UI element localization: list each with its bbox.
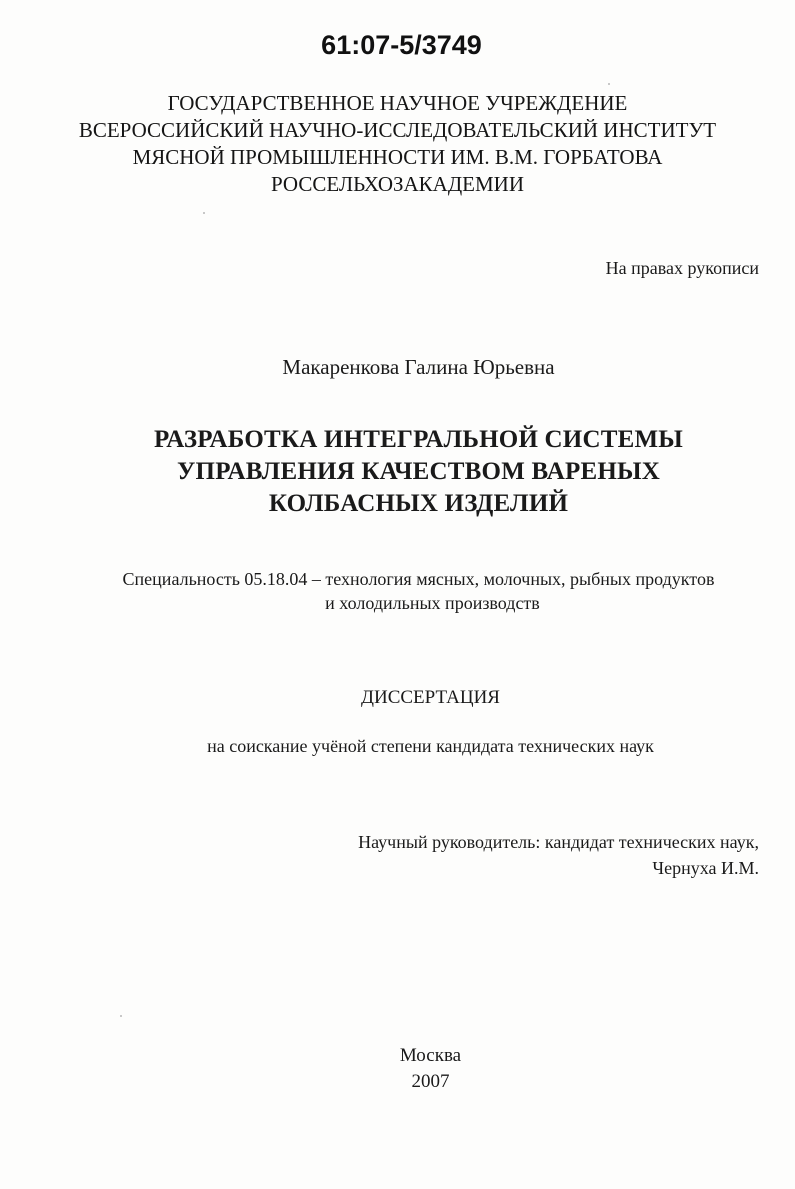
supervisor-name: Чернуха И.М. <box>652 858 759 878</box>
year: 2007 <box>411 1071 450 1092</box>
author-name: Макаренкова Галина Юрьевна <box>282 355 555 379</box>
institution-line: ГОСУДАРСТВЕННОЕ НАУЧНОЕ УЧРЕЖДЕНИЕ <box>167 91 628 115</box>
city-year-block <box>0 1043 795 1095</box>
dissertation-title <box>0 424 795 520</box>
scan-speck <box>203 212 205 214</box>
institution-line: РОССЕЛЬХОЗАКАДЕМИИ <box>271 172 524 196</box>
scan-speck <box>120 1015 122 1017</box>
title-line: РАЗРАБОТКА ИНТЕГРАЛЬНОЙ СИСТЕМЫ <box>153 426 683 453</box>
institution-line: МЯСНОЙ ПРОМЫШЛЕННОСТИ ИМ. В.М. ГОРБАТОВА <box>132 145 663 169</box>
degree-statement: на соискание учёной степени кандидата технических наук <box>207 736 654 756</box>
specialty-line: Специальность 05.18.04 – технология мясных, молочных, рыбных продуктов <box>122 569 715 589</box>
specialty-line: и холодильных производств <box>325 593 540 613</box>
supervisor-block <box>358 829 759 881</box>
title-line: КОЛБАСНЫХ ИЗДЕЛИЙ <box>268 490 569 517</box>
institution-block <box>0 90 795 198</box>
archive-stamp: 61:07-5/3749 <box>321 30 482 60</box>
city: Москва <box>399 1045 462 1066</box>
specialty-block <box>0 567 795 615</box>
title-line: УПРАВЛЕНИЯ КАЧЕСТВОМ ВАРЕНЫХ <box>177 458 660 485</box>
manuscript-rights-note: На правах рукописи <box>605 258 759 278</box>
scan-speck <box>608 83 610 85</box>
institution-line: ВСЕРОССИЙСКИЙ НАУЧНО-ИССЛЕДОВАТЕЛЬСКИЙ ИНСТИТУТ <box>78 118 717 142</box>
document-type: ДИССЕРТАЦИЯ <box>361 687 500 708</box>
supervisor-line: Научный руководитель: кандидат технических наук, <box>358 832 759 852</box>
